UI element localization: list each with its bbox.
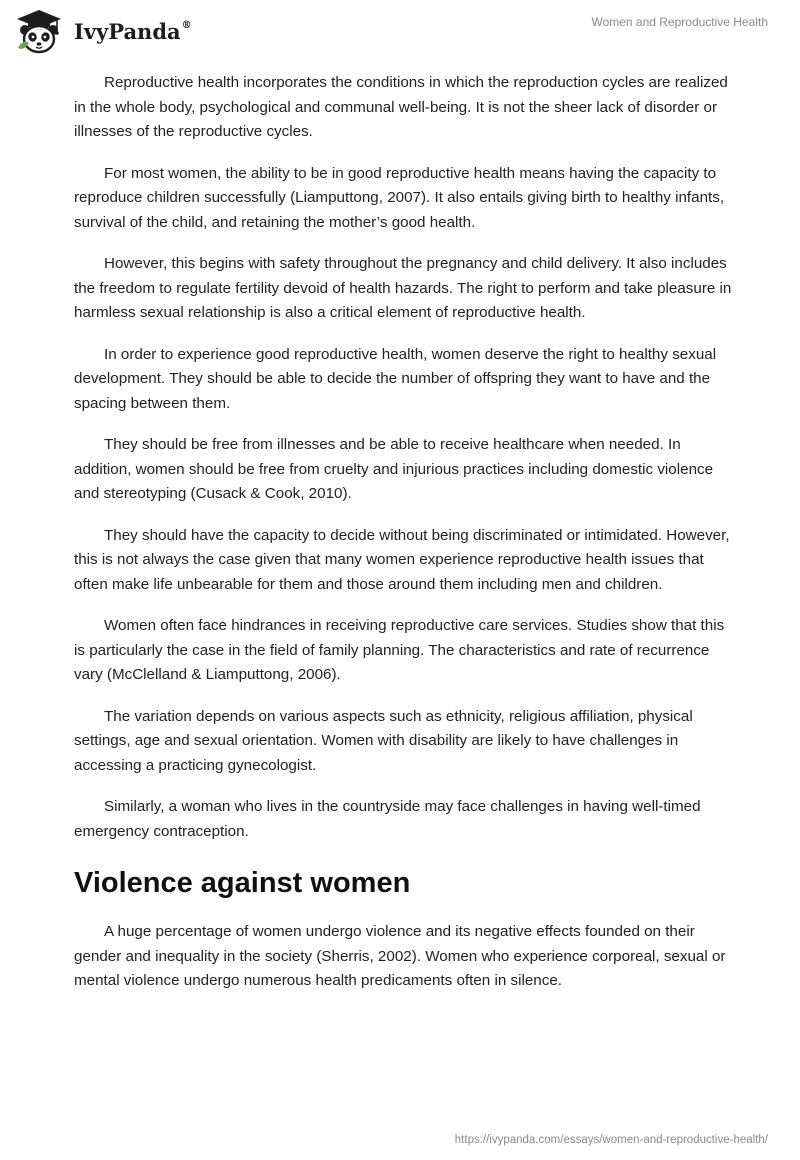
footer-source-url[interactable]: https://ivypanda.com/essays/women-and-reproductive-health/ [454,1134,768,1146]
paragraph: Women often face hindrances in receiving reproductive care services. Studies show that this is particularly the case in the field of family planning. The characteristics and rate of recurrence vary (McClelland & Liamputtong, 2006). [74,617,725,683]
registered-mark: ® [181,19,192,31]
brand-logo[interactable] [14,8,192,54]
article-body [74,71,734,1011]
paragraph: For most women, the ability to be in good reproductive health means having the capacity to reproduce children successfully (Liamputtong, 2007). It also entails giving birth to healthy infants, survival of the child, and retaining the mother’s good health. [74,164,725,231]
paragraph: The variation depends on various aspects such as ethnicity, religious affiliation, physical settings, age and sexual orientation. Women with disability are likely to have challenges in accessing a practicing gynecologist. [74,707,693,774]
paragraph: Similarly, a woman who lives in the countryside may face challenges in having well-timed emergency contraception. [74,798,701,840]
page-header [0,0,800,60]
paragraph: A huge percentage of women undergo violence and its negative effects founded on their gender and inequality in the society (Sherris, 2002). Women who experience corporeal, sexual or mental violence undergo numerous health predicaments often in silence. [74,923,726,989]
page-title: Women and Reproductive Health [591,15,768,29]
section-heading: Violence against women [74,867,411,899]
paragraph: However, this begins with safety throughout the pregnancy and child delivery. It also includes the freedom to regulate fertility devoid of health hazards. The right to perform and take pleasure in harmless sexual relationship is also a critical element of reproductive health. [74,255,732,321]
paragraph: They should be free from illnesses and be able to receive healthcare when needed. In addition, women should be free from cruelty and injurious practices including domestic violence and stereotyping (Cusack & Cook, 2010). [74,436,714,502]
paragraph: In order to experience good reproductive health, women deserve the right to healthy sexual development. They should be able to decide the number of offspring they want to have and the spacing between them. [74,345,717,412]
paragraph: Reproductive health incorporates the conditions in which the reproduction cycles are realized in the whole body, psychological and communal well-being. It is not the sheer lack of disorder or illnesses of the reproductive cycles. [74,74,728,140]
panda-graduate-icon [14,8,64,54]
brand-name: IvyPanda® [74,18,192,44]
paragraph: They should have the capacity to decide without being discriminated or intimidated. However, this is not always the case given that many women experience reproductive health issues that often make life unbearable for them and those around them including men and children. [74,526,730,593]
